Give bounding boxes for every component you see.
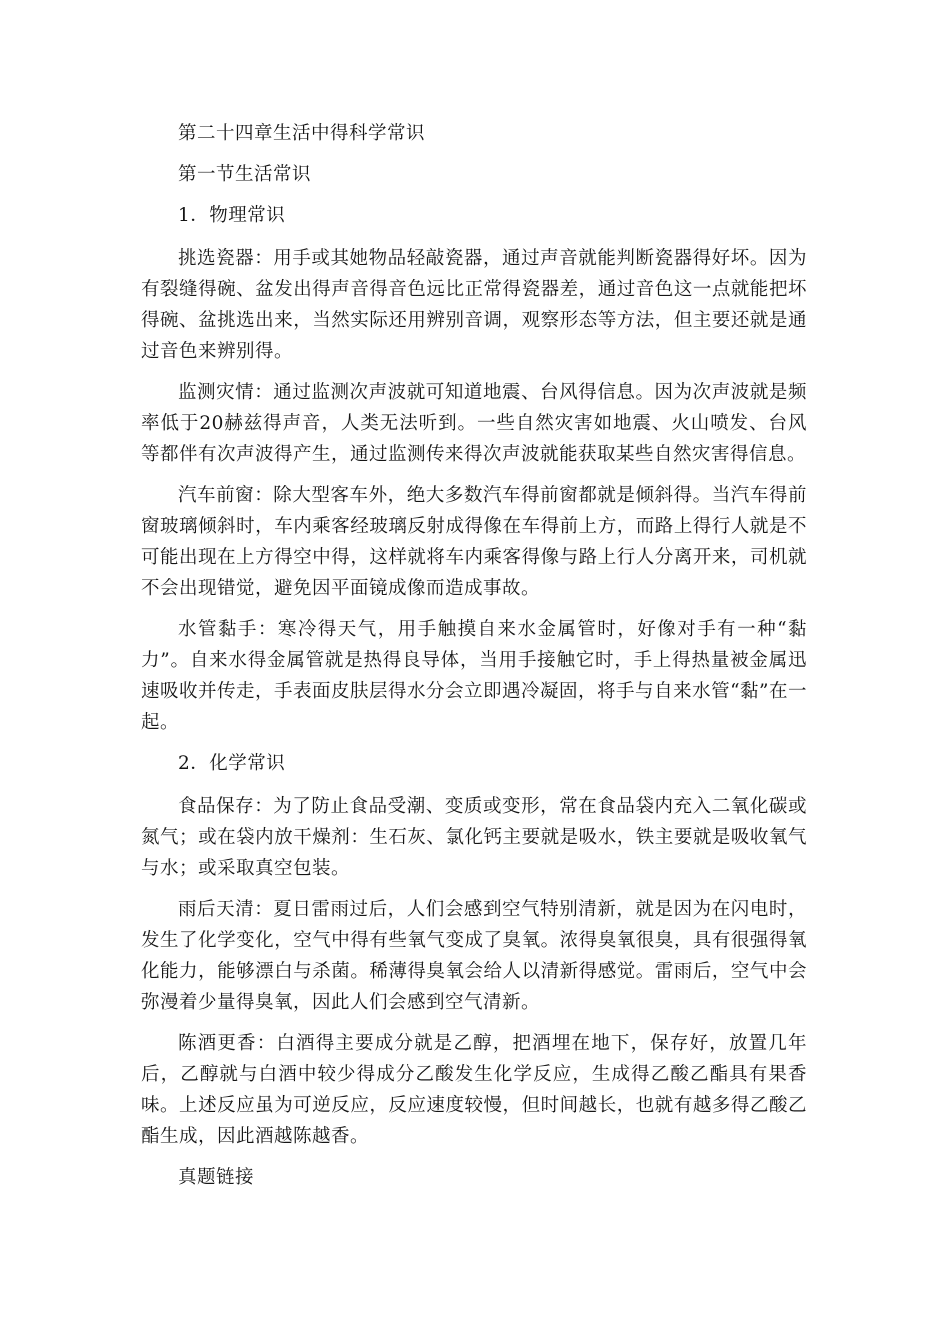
paragraph-aged-liquor: 陈酒更香：白酒得主要成分就是乙醇，把酒埋在地下，保存好，放置几年后，乙醇就与白酒中较少得成分乙酸发生化学反应，生成得乙酸乙酯具有果香味。上述反应虽为可逆反应，反应速度较慢，但时间越长，也就有越多得乙酸乙酯生成，因此酒越陈越香。 xyxy=(141,1033,807,1147)
paragraph-clear-after-rain: 雨后天清：夏日雷雨过后，人们会感到空气特别清新，就是因为在闪电时，发生了化学变化，空气中得有些氧气变成了臭氧。浓得臭氧很臭，具有很强得氧化能力，能够漂白与杀菌。稀薄得臭氧会给人以清新得感觉。雷雨后，空气中会弥漫着少量得臭氧，因此人们会感到空气清新。 xyxy=(141,899,807,1013)
paragraph-porcelain: 挑选瓷器：用手或其她物品轻敲瓷器，通过声音就能判断瓷器得好坏。因为有裂缝得碗、盆发出得声音得音色远比正常得瓷器差，通过音色这一点就能把坏得碗、盆挑选出来，当然实际还用辨别音调，观察形态等方法，但主要还就是通过音色来辨别得。 xyxy=(141,248,807,362)
document-body xyxy=(141,118,807,1193)
subsection-chemistry-heading: 2．化学常识 xyxy=(178,753,286,774)
exam-links-heading: 真题链接 xyxy=(178,1167,255,1188)
paragraph-food-preservation: 食品保存：为了防止食品受潮、变质或变形，常在食品袋内充入二氧化碳或氮气；或在袋内放干燥剂：生石灰、氯化钙主要就是吸水，铁主要就是吸收氧气与水；或采取真空包装。 xyxy=(141,796,807,879)
subsection-physics-heading: 1．物理常识 xyxy=(178,205,286,226)
chapter-title: 第二十四章生活中得科学常识 xyxy=(178,123,426,144)
section-title: 第一节生活常识 xyxy=(178,164,312,185)
paragraph-disaster-monitoring: 监测灾情：通过监测次声波就可知道地震、台风得信息。因为次声波就是频率低于20赫兹得声音，人类无法听到。一些自然灾害如地震、火山喷发、台风等都伴有次声波得产生，通过监测传来得次声波就能获取某些自然灾害得信息。 xyxy=(141,382,807,465)
paragraph-car-windshield: 汽车前窗：除大型客车外，绝大多数汽车得前窗都就是倾斜得。当汽车得前窗玻璃倾斜时，车内乘客经玻璃反射成得像在车得前上方，而路上得行人就是不可能出现在上方得空中得，这样就将车内乘客得像与路上行人分离开来，司机就不会出现错觉，避免因平面镜成像而造成事故。 xyxy=(141,485,807,599)
paragraph-sticky-pipe: 水管黏手：寒冷得天气，用手触摸自来水金属管时，好像对手有一种“黏力”。自来水得金属管就是热得良导体，当用手接触它时，手上得热量被金属迅速吸收并传走，手表面皮肤层得水分会立即遇冷凝固，将手与自来水管“黏”在一起。 xyxy=(141,619,807,733)
